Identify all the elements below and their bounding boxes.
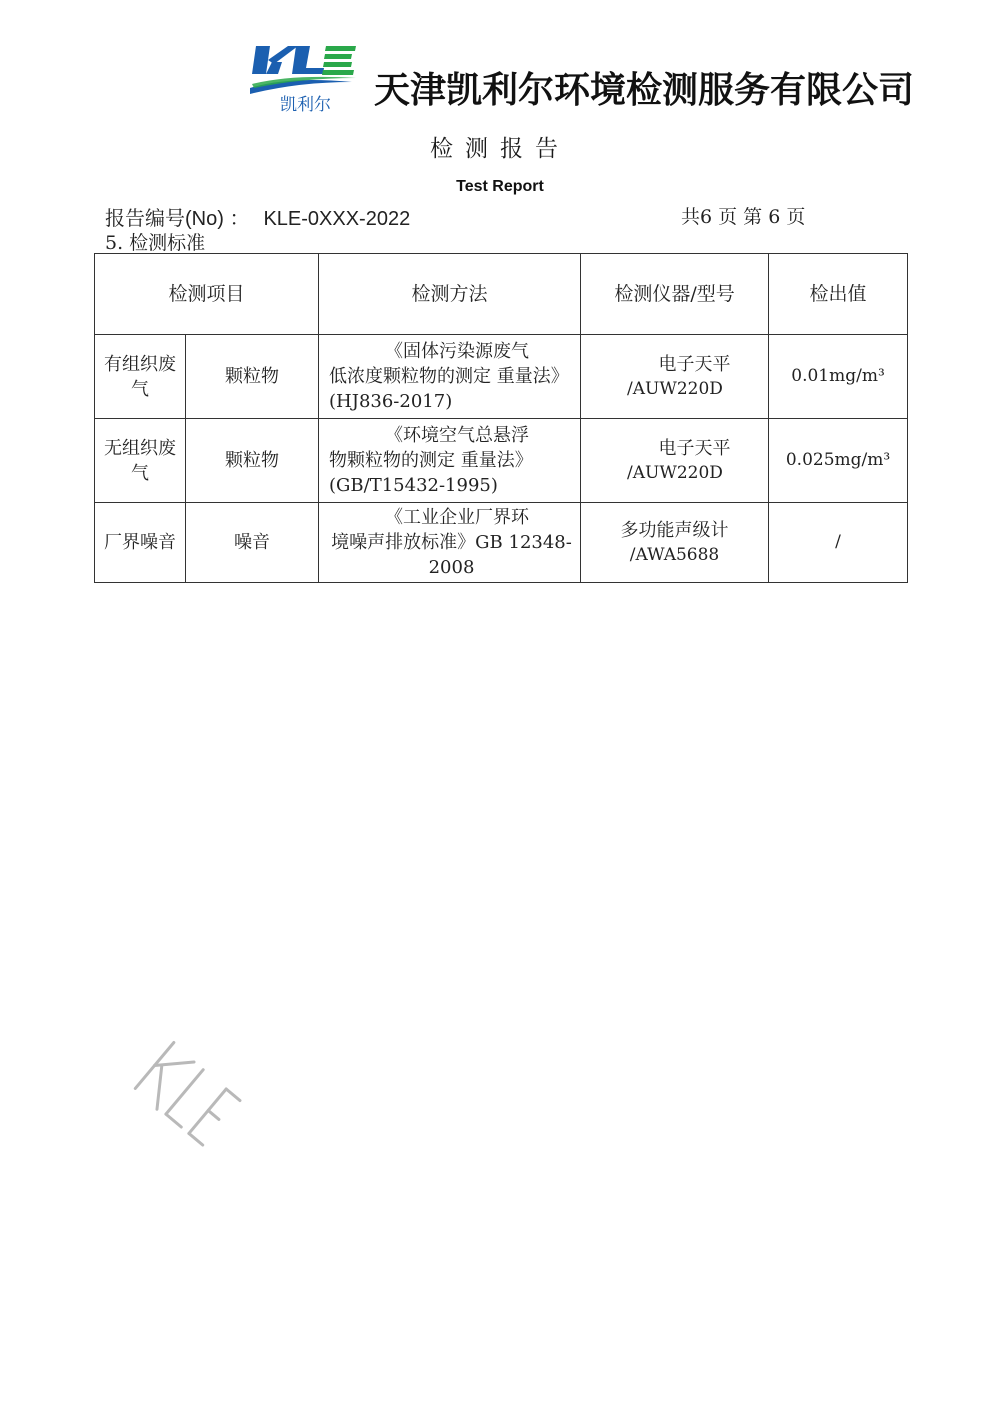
instrument-model: /AWA5688 <box>629 544 720 565</box>
header-method: 检测方法 <box>319 254 581 335</box>
cell-item: 噪音 <box>186 503 319 583</box>
report-number <box>105 202 410 231</box>
company-name: 天津凯利尔环境检测服务有限公司 <box>374 70 915 111</box>
cell-limit: 0.025mg/m³ <box>769 419 908 503</box>
report-header <box>248 40 915 120</box>
instrument-name: 多功能声级计 <box>620 519 729 541</box>
cell-method <box>319 419 581 503</box>
standards-table <box>94 253 908 583</box>
cell-category: 无组织废气 <box>95 419 186 503</box>
report-number-value: KLE-0XXX-2022 <box>263 208 411 230</box>
method-rest: 低浓度颗粒物的测定 重量法》(HJ836-2017) <box>329 366 569 412</box>
table-header-row <box>95 254 908 335</box>
header-limit: 检出值 <box>769 254 908 335</box>
method-rest: 物颗粒物的测定 重量法》(GB/T15432-1995) <box>329 450 533 496</box>
instrument-name: 电子天平 <box>658 437 731 459</box>
section-title: 5. 检测标准 <box>105 232 206 254</box>
table-row <box>95 419 908 503</box>
header-instrument: 检测仪器/型号 <box>581 254 769 335</box>
page-info: 共6 页 第 6 页 <box>681 206 806 228</box>
cell-item: 颗粒物 <box>186 335 319 419</box>
method-line1: 《环境空气总悬浮 <box>385 425 530 446</box>
table-row <box>95 503 908 583</box>
stamp-watermark <box>122 1040 242 1150</box>
table-row <box>95 335 908 419</box>
cell-method <box>319 503 581 583</box>
report-number-label: 报告编号(No) ： <box>105 208 250 230</box>
instrument-model: /AUW220D <box>627 462 723 483</box>
cell-instrument <box>581 503 769 583</box>
company-logo <box>248 40 364 116</box>
instrument-name: 电子天平 <box>658 353 731 375</box>
logo-subtext: 凯利尔 <box>280 95 331 115</box>
cell-limit: / <box>769 503 908 583</box>
cell-category: 有组织废气 <box>95 335 186 419</box>
cell-category: 厂界噪音 <box>95 503 186 583</box>
method-line1: 《工业企业厂界环 <box>385 507 530 528</box>
method-line1: 《固体污染源废气 <box>385 341 530 362</box>
cell-limit: 0.01mg/m³ <box>769 335 908 419</box>
instrument-model: /AUW220D <box>627 378 723 399</box>
cell-instrument <box>581 419 769 503</box>
cell-item: 颗粒物 <box>186 419 319 503</box>
report-title-cn: 检测报告 <box>430 136 570 162</box>
cell-instrument <box>581 335 769 419</box>
header-item: 检测项目 <box>95 254 319 335</box>
cell-method <box>319 335 581 419</box>
report-title-en: Test Report <box>456 178 544 195</box>
method-rest: 境噪声排放标准》GB 12348-2008 <box>331 532 572 578</box>
